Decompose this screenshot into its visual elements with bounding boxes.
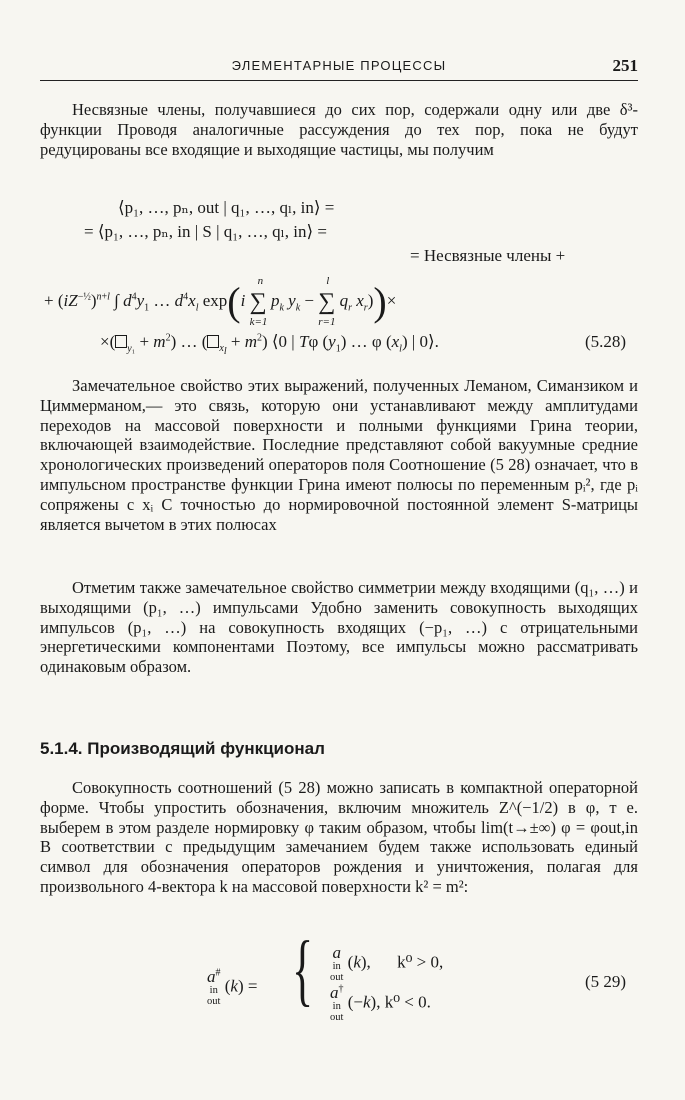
eq-528-line-2: = ⟨p₁, …, pₙ, in | S | q₁, …, qₗ, in⟩ = [84,222,327,241]
section-title: 5.1.4. Производящий функционал [40,739,325,758]
eq-528-line-4: + $(iZ^{-\frac{1}{2}})^{n+l}$ ∫ $d^4y_1$ … $d^4x_l$ exp(i ∑ n k=1 $p_k$ $y_k$ − ∑ l r=1 $q_r$ $x_r))\times$ [44,275,397,328]
paragraph-4-text: Совокупность соотношений (5 28) можно записать в компактной операторной форме. Чтобы упростить обозначения, включим множитель Z^(−1/2) в φ, т е. выберем в этом разделе нормировку φ таким образом, чтобы lim(t→±∞) φ = φout,in В соответствии с предыдущим замечанием будем также использовать единый символ для обозначения операторов рождения и уничтожения, полагая для произвольного 4-вектора k на массовой поверхности k² = m²: [40,778,638,896]
paragraph-2-text: Замечательное свойство этих выражений, полученных Леманом, Симанзиком и Циммерманом,— это связь, которую они устанавливают между амплитудами переходов на массовой поверхности и полными функциями Грина теории, включающей взаимодействие. Последние представляют собой вакуумные средние хронологических произведений операторов поля Соотношение (5 28) означает, что в импульсном пространстве функции Грина имеют полюсы по переменным pᵢ², где pᵢ сопряжены с xᵢ С точностью до нормировочной постоянной элемент S-матрицы является вычетом в этих полюсах [40,376,638,534]
paragraph-1 [40,100,638,159]
eq-528-line-3: = Несвязные члены + [410,246,566,265]
page-header [40,56,638,80]
paragraph-4 [40,778,638,897]
eq-529-brace: { [292,926,314,1014]
paragraph-3 [40,578,638,677]
eq-528-number: (5.28) [585,332,627,351]
eq-529-case-2: a† in out (−k), k⁰ < 0. [330,983,431,1023]
eq-529-number: (5 29) [585,972,627,991]
eq-529-case-1-condition: k⁰ > 0, [397,952,444,972]
paragraph-1-text: Несвязные члены, получавшиеся до сих пор, содержали одну или две δ³-функции Проводя аналогичные рассуждения до тех пор, пока не будут редуцированы все входящие и выходящие частицы, мы получим [40,100,638,159]
eq-528-line-1: ⟨p₁, …, pₙ, out | q₁, …, qₗ, in⟩ = [118,198,335,217]
paragraph-3-text: Отметим также замечательное свойство симметрии между входящими (q₁, …) и выходящими (p₁, …) импульсами Удобно заменить совокупность выходящих импульсов (p₁, …) на совокупность входящих (−p₁, …) с отрицательными энергетическими компонентами Поэтому, все импульсы можно рассматривать одинаковым образом. [40,578,638,677]
page-number: 251 [612,56,638,75]
running-head: ЭЛЕМЕНТАРНЫЕ ПРОЦЕССЫ [231,58,447,73]
eq-529-lhs: a# in out (k) = [207,967,258,1007]
eq-529-case-2-condition: k⁰ < 0. [384,992,431,1012]
header-rule [40,80,638,81]
eq-528-line-5: ×( $_{y_1} + m^2$) … ( $_{x_l} + m^2$) ⟨0 | Tφ $(y_1)$ … φ $(x_l)$ | 0⟩. [100,332,439,358]
eq-529-case-1: a in out (k), k⁰ > 0, [330,943,444,983]
paragraph-2 [40,376,638,534]
